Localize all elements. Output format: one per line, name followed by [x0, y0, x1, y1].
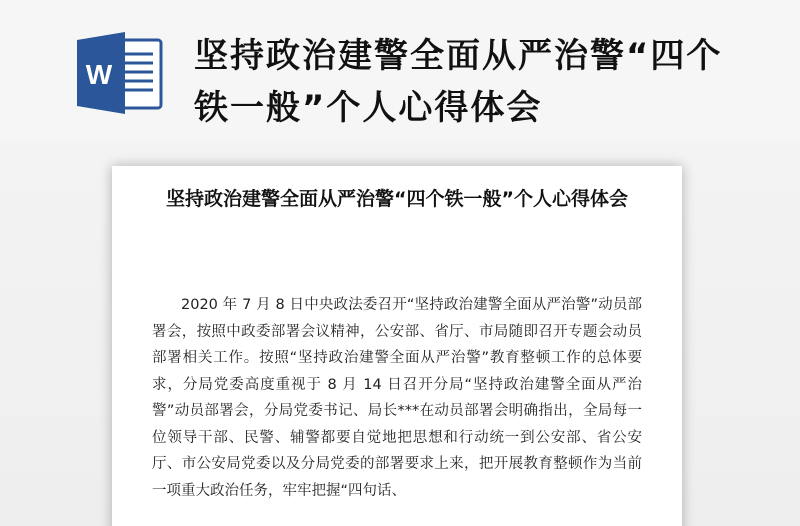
word-document-icon	[75, 32, 163, 114]
page-title: 坚持政治建警全面从严治警“四个铁一般”个人心得体会	[194, 36, 723, 128]
document-paragraph: 2020 年 7 月 8 日中央政法委召开“坚持政治建警全面从严治警”动员部署会，按照中政委部署会议精神，公安部、省厅、市局随即召开专题会动员部署相关工作。按照“坚持政治建警全面从严治警”教育整顿工作的总体要求，分局党委高度重视于 8 月 14 日召开分局“坚持政治建警全面从严治警”动员部署会，分局党委书记、局长***在动员部署会明确指出，全局每一位领导干部、民警、辅警都要自觉地把思想和行动统一到公安部、省公安厅、市公安局党委以及分局党委的部署要求上来，把开展教育整顿作为当前一项重大政治任务，牢牢把握“四句话、	[152, 297, 642, 499]
document-page	[112, 166, 682, 526]
word-icon-letter: W	[85, 59, 113, 90]
document-title: 坚持政治建警全面从严治警“四个铁一般”个人心得体会	[166, 188, 628, 210]
